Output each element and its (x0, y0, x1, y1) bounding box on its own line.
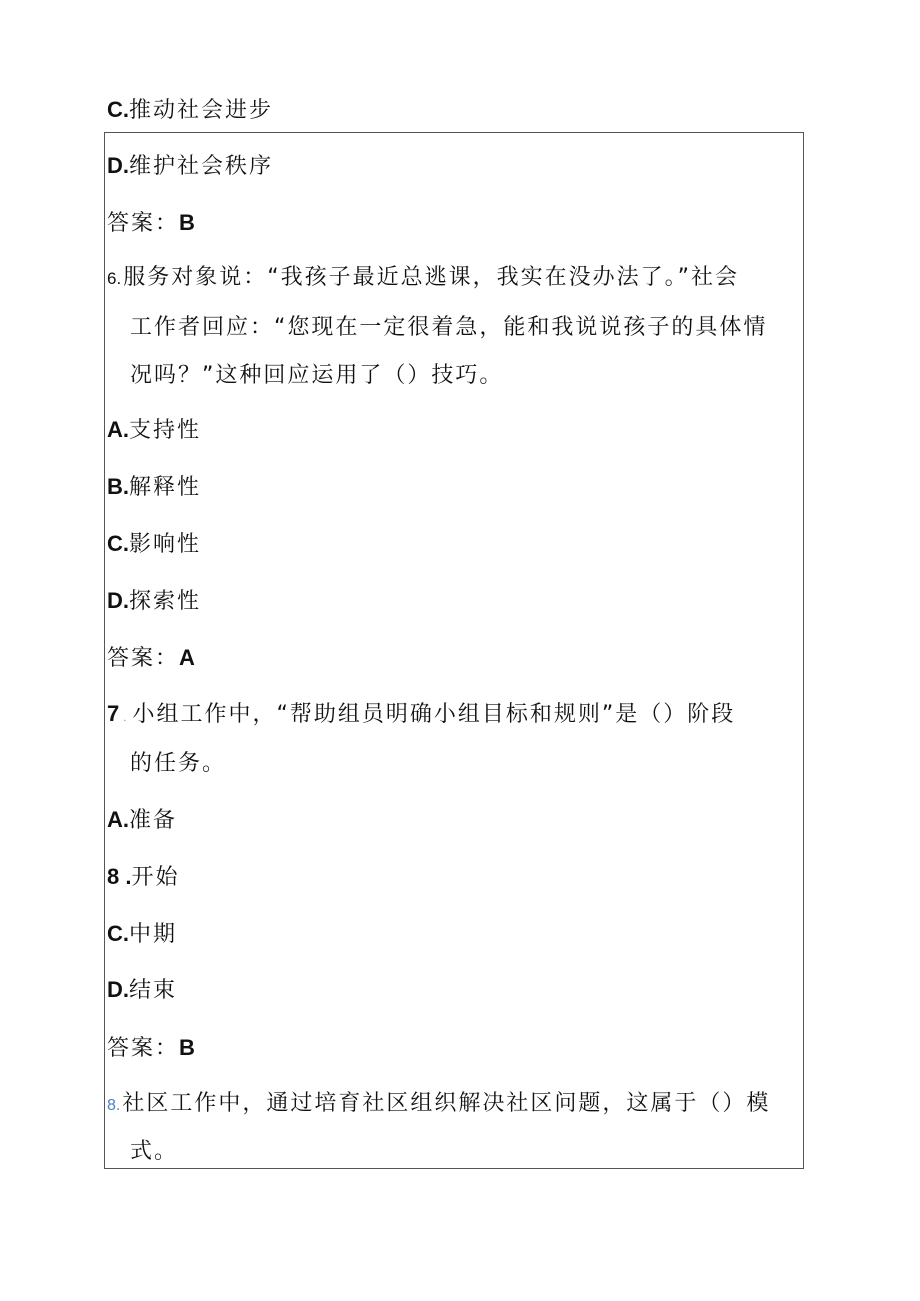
option-c-top (107, 96, 273, 125)
q6-option-b (107, 473, 201, 502)
answer-value: A (179, 645, 195, 670)
q8-line-1 (107, 1090, 770, 1120)
option-label: C. (107, 531, 129, 556)
q6-line-1 (107, 264, 739, 293)
question-text: 服务对象说：“我孩子最近总逃课，我实在没办法了。”社会 (123, 265, 739, 290)
q5-answer (107, 209, 195, 238)
option-text: 维护社会秩序 (129, 154, 274, 179)
q7-line-1 (107, 700, 735, 733)
answer-value: B (179, 210, 195, 235)
option-text: 推动社会进步 (129, 98, 274, 123)
q6-answer (107, 644, 195, 673)
question-dot: . (123, 713, 127, 724)
option-text: 解释性 (129, 475, 202, 500)
question-number: 6. (107, 269, 122, 288)
option-label: C. (107, 921, 129, 946)
option-text: 结束 (129, 978, 178, 1003)
question-number: 7 (107, 701, 120, 726)
answer-prefix: 答案： (107, 646, 180, 671)
q6-line-2 (130, 314, 767, 342)
q7-line-2 (130, 750, 226, 778)
option-label: B. (107, 474, 129, 499)
question-number: 8. (107, 1097, 121, 1114)
q7-option-c (107, 920, 177, 949)
q7-option-b (107, 863, 179, 892)
q6-line-3 (130, 362, 503, 390)
question-text: 工作者回应：“您现在一定很着急，能和我说说孩子的具体情 (130, 315, 768, 340)
question-text: 的任务。 (130, 751, 227, 776)
q6-option-d (107, 587, 201, 616)
option-label: 8 . (107, 864, 132, 889)
q8-line-2 (130, 1138, 178, 1166)
question-text: 况吗？”这种回应运用了（）技巧。 (130, 363, 504, 388)
answer-prefix: 答案： (107, 1036, 180, 1061)
option-text: 影响性 (129, 532, 202, 557)
option-label: D. (107, 977, 129, 1002)
q5-option-d (107, 152, 273, 181)
option-text: 支持性 (129, 418, 202, 443)
option-label: D. (107, 153, 129, 178)
question-text: 社区工作中，通过培育社区组织解决社区问题，这属于（）模 (122, 1091, 771, 1116)
answer-prefix: 答案： (107, 211, 180, 236)
q7-option-a (107, 806, 177, 835)
option-text: 中期 (129, 922, 178, 947)
option-text: 准备 (129, 808, 178, 833)
option-label: D. (107, 588, 129, 613)
question-text: 式。 (130, 1139, 179, 1164)
question-text: 小组工作中，“帮助组员明确小组目标和规则”是（）阶段 (132, 702, 736, 727)
q6-option-a (107, 416, 201, 445)
option-text: 开始 (131, 865, 180, 890)
option-label: A. (107, 417, 129, 442)
answer-value: B (179, 1035, 195, 1060)
option-label: C. (107, 97, 129, 122)
q6-option-c (107, 530, 201, 559)
option-label: A. (107, 807, 129, 832)
q7-answer (107, 1034, 195, 1063)
option-text: 探索性 (129, 589, 202, 614)
q7-option-d (107, 976, 177, 1005)
